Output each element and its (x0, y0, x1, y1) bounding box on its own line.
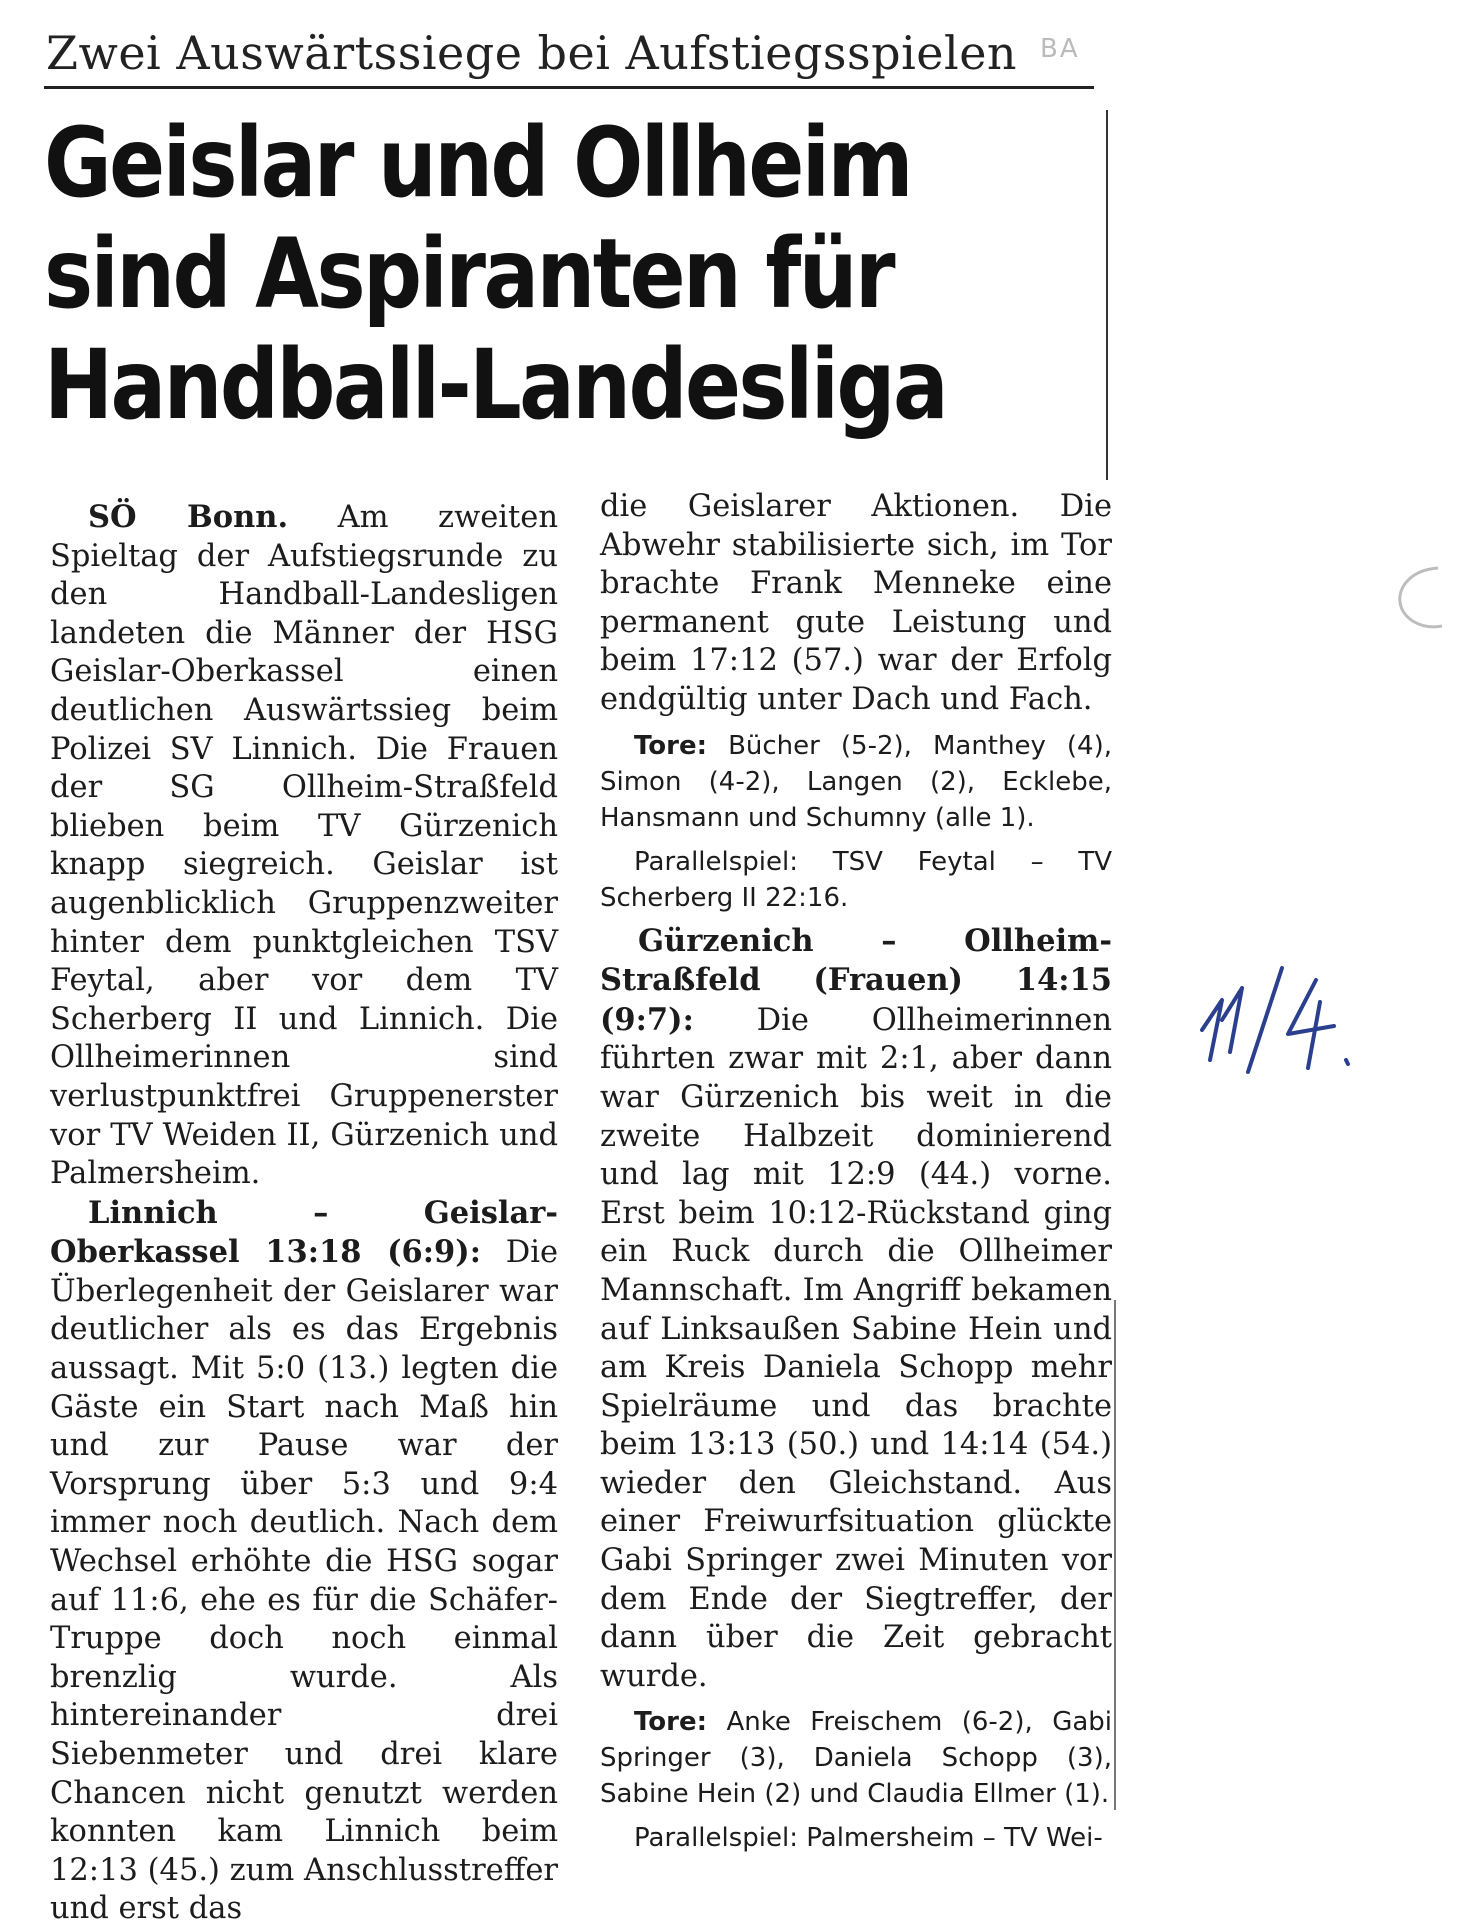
scorers-men (600, 728, 1112, 836)
scorers-text-women: Anke Freischem (6-2), Gabi Springer (3), Daniela Schopp (3), Sabine Hein (2) und Claudia Ellmer (1). (600, 1707, 1112, 1810)
headline-line-3: Handball-Landesliga (44, 329, 947, 441)
match-report-women (600, 922, 1112, 1697)
article-headline (44, 108, 1104, 441)
dateline: SÖ Bonn. (88, 499, 289, 535)
scorers-label-women: Tore: (634, 1707, 707, 1738)
newspaper-clipping (40, 20, 1130, 1927)
match-heading-women: Gürzenich – Ollheim-Straßfeld (Frauen) 14:15 (9:7): (600, 922, 1112, 1038)
column-divider-rule (1106, 110, 1108, 480)
scorers-women (600, 1704, 1112, 1812)
kicker-faded-mark: BA (1040, 34, 1080, 64)
match-text-men: Die Überlegenheit der Geislarer war deutlicher als es das Ergebnis aussagt. Mit 5:0 (13.) legten die Gäste ein Start nach Maß hin und zur Pause war der Vorsprung über 5:3 und 9:4 immer noch deutlich. Nach dem Wechsel erhöhte die HSG sogar auf 11:6, ehe es für die Schäfer-Truppe doch noch einmal brenzlig wurde. Als hintereinander drei Siebenmeter und drei klare Chancen nicht genutzt werden konnten kam Linnich beim 12:13 (45.) zum Anschlusstreffer und erst das (50, 1235, 558, 1927)
parallel-game-women: Parallelspiel: Palmersheim – TV Wei- (634, 1823, 1103, 1854)
scorers-text-men: Bücher (5-2), Manthey (4), Simon (4-2), Langen (2), Ecklebe, Hansmann und Schumny (alle 1). (600, 730, 1112, 833)
intro-paragraph (50, 498, 558, 1194)
headline-line-2: sind Aspiranten für (44, 218, 894, 330)
headline-line-1: Geislar und Ollheim (44, 107, 911, 219)
scorers-label-men: Tore: (634, 730, 707, 761)
match-text-women: Die Ollheimerinnen führten zwar mit 2:1, aber dann war Gürzenich bis weit in die zweite Halbzeit dominierend und lag mit 12:9 (44.) vorne. Erst beim 10:12-Rückstand ging ein Ruck durch die Ollheimer Mannschaft. Im Angriff bekamen auf Linksaußen Sabine Hein und am Kreis Daniela Schopp mehr Spielräume und das brachte beim 13:13 (50.) und 14:14 (54.) wieder den Gleichstand. Aus einer Freiwurfsituation glückte Gabi Springer zwei Minuten vor dem Ende der Siegtreffer, der dann über die Zeit gebracht wurde. (600, 1002, 1112, 1694)
kicker-underline (44, 86, 1094, 89)
punch-hole-mark (1380, 560, 1450, 640)
handwritten-date-note (1196, 960, 1376, 1080)
parallel-game-men: Parallelspiel: TSV Feytal – TV Scherberg II 22:16. (600, 846, 1112, 913)
article-left-column (50, 498, 558, 1929)
right-edge-rule (1114, 1300, 1116, 1810)
article-right-column (600, 488, 1112, 1856)
intro-text: Am zweiten Spieltag der Aufstiegsrunde zu den Handball-Landesligen landeten die Männer der HSG Geislar-Oberkassel einen deutlichen Auswärtssieg beim Polizei SV Linnich. Die Frauen der SG Ollheim-Straßfeld blieben beim TV Gürzenich knapp siegreich. Geislar ist augenblicklich Gruppenzweiter hinter dem punktgleichen TSV Feytal, aber vor dem TV Scherberg II und Linnich. Die Ollheimerinnen sind verlustpunktfrei Gruppenerster vor TV Weiden II, Gürzenich und Palmersheim. (50, 500, 558, 1192)
match-report-men (50, 1194, 558, 1929)
continuation-paragraph: die Geislarer Aktionen. Die Abwehr stabilisierte sich, im Tor brachte Frank Menneke eine permanent gute Leistung und beim 17:12 (57.) war der Erfolg endgültig unter Dach und Fach. (600, 489, 1112, 717)
article-kicker: Zwei Auswärtssiege bei Aufstiegsspielen (46, 26, 1018, 80)
match-heading-men: Linnich – Geislar-Oberkassel 13:18 (6:9): (50, 1194, 558, 1271)
